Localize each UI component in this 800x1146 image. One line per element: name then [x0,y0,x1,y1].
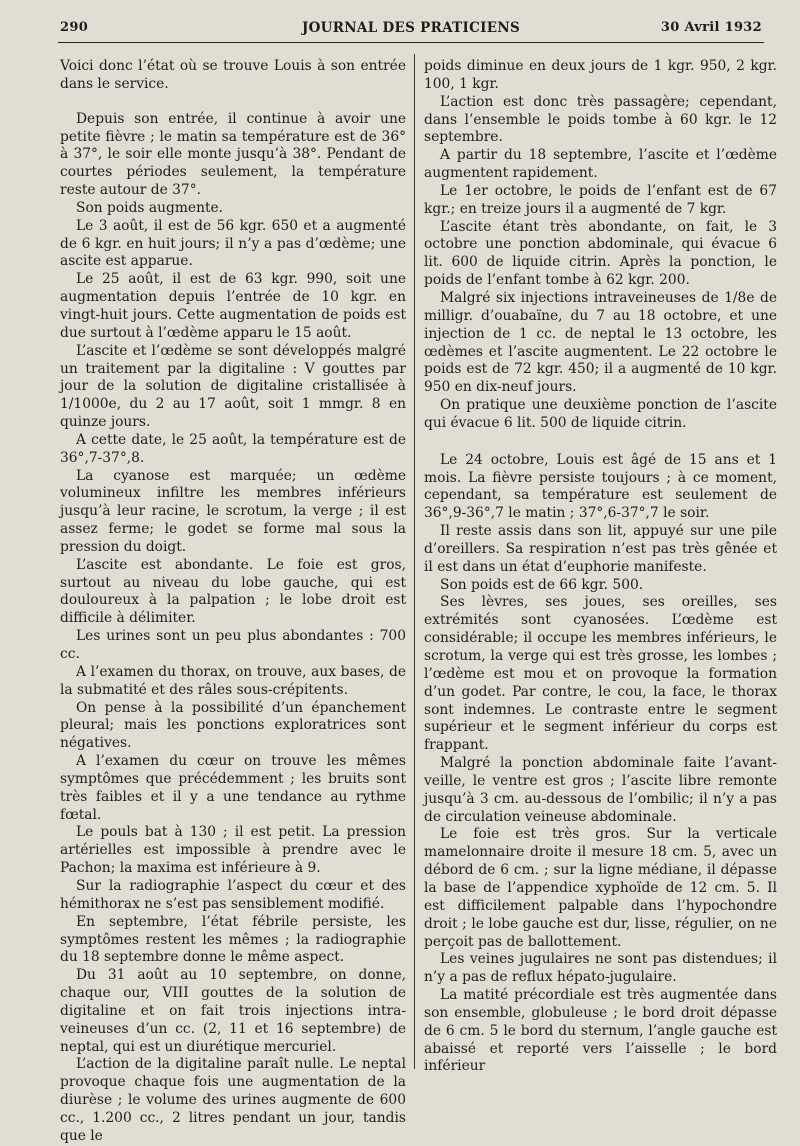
issue-date: 30 Avril 1932 [660,20,762,35]
column-divider [414,54,415,1069]
paragraph: Le 24 octobre, Louis est âgé de 15 ans et 1 mois. La fièvre persiste toujours ; à ce moment, cependant, sa température est seulement de 36°,9-36°,7 le matin ; 37°,6-37°,7 le soir. [424,451,777,522]
header-rule [58,42,764,43]
paragraph: A l’examen du cœur on trouve les mêmes symptômes que précédemment ; les bruits sont très faibles et il y a une tendance au rythme fœtal. [60,753,406,823]
paragraph: La cyanose est marquée; un œdème volumineux infiltre les membres inférieurs jusqu’à leur racine, le scrotum, la verge ; il est assez ferme; le godet se forme mal sous la pression du doigt. [60,467,406,555]
paragraph: Son poids est de 66 kgr. 500. [440,576,644,593]
paragraph: A cette date, le 25 août, la température est de 36°,7-37°,8. [60,431,406,466]
paragraph: Les veines jugulaires ne sont pas distendues; il n’y a pas de reflux hépato-jugulaire. [424,951,777,986]
paragraph: L’ascite est abondante. Le foie est gros, surtout au niveau du lobe gauche, qui est douloureux à la palpation ; le lobe droit est difficile à délimiter. [60,556,406,627]
paragraph: La matité précordiale est très augmentée dans son ensemble, globuleuse ; le bord droit dépasse de 6 cm. 5 le bord du sternum, l’angle gauche est abaissé et reporté vers l’aisselle ; le bord inférieur [424,987,777,1075]
paragraph: Le 25 août, il est de 63 kgr. 990, soit une augmentation depuis l’entrée de 10 kgr. en vingt-huit jours. Cette augmentation de poids est due surtout à l’œdème apparu le 15 août. [60,271,406,341]
paragraph: Les urines sont un peu plus abondantes : 700 cc. [60,628,406,662]
paragraph: Le 3 août, il est de 56 kgr. 650 et a augmenté de 6 kgr. en huit jours; il n’y a pas d’œdème; une ascite est apparue. [60,217,406,270]
journal-title: JOURNAL DES PRATICIENS [301,20,521,36]
paragraph: Son poids augmente. [76,199,224,216]
paragraph: Le pouls bat à 130 ; il est petit. La pression artérielles est impossible à prendre avec le Pachon; la maxima est inférieure à 9. [60,824,406,877]
paragraph: En septembre, l’état fébrile persiste, les symptômes restent les mêmes ; la radiographie du 18 septembre donne le même aspect. [60,913,406,966]
paragraph: L’ascite et l’œdème se sont développés malgré un traitement par la digitaline : V gouttes par jour de la solution de digitaline cristallisée à 1/1000e, du 2 au 17 août, soit 1 mmgr. 8 en quinze jours. [60,342,406,431]
paragraph: On pense à la possibilité d’un épanchement pleural; mais les ponctions exploratrices sont négatives. [60,699,406,752]
paragraph: Malgré la ponction abdominale faite l’avant-veille, le ventre est gros ; l’ascite libre remonte jusqu’à 3 cm. au-dessous de l’ombilic; il n’y a pas de circulation veineuse abdominale. [424,755,777,825]
paragraph: On pratique une deuxième ponction de l’ascite qui évacue 6 lit. 500 de liquide citrin. [424,397,777,431]
paragraph: Il reste assis dans son lit, appuyé sur une pile d’oreillers. Sa respiration n’est pas très gênée et il est dans un état d’euphorie manifeste. [424,523,777,575]
running-header [60,20,762,40]
paragraph: Du 31 août au 10 septembre, on donne, chaque our, VIII gouttes de la solution de digitaline et on fait trois injections intra-veineuses d’un cc. (2, 11 et 16 septembre) de neptal, qui est un diurétique mercuriel. [60,967,406,1055]
page-number: 290 [60,20,89,35]
paragraph: Le foie est très gros. Sur la verticale mamelonnaire droite il mesure 18 cm. 5, avec un débord de 6 cm. ; sur la ligne médiane, il dépasse la base de l’appendice xyphoïde de 12 cm. 5. Il est difficilement palpable dans l’hypochondre droit ; le lobe gauche est dur, lisse, régulier, on ne perçoit pas de ballottement. [424,826,777,950]
paragraph: A partir du 18 septembre, l’ascite et l’œdème augmentent rapidement. [424,147,777,182]
paragraph: A l’examen du thorax, on trouve, aux bases, de la submatité et des râles sous-crépitents. [60,663,406,698]
paragraph: Ses lèvres, ses joues, ses oreilles, ses extrémités sont cyanosées. L’œdème est considérable; il occupe les membres inférieurs, le scrotum, la verge qui est très grosse, les lombes ; l’œdème est mou et on provoque la formation d’un godet. Par contre, le cou, la face, le thorax sont indemnes. Le contraste entre le segment supérieur et le segment inférieur du corps est frappant. [424,594,777,754]
paragraph: L’ascite étant très abondante, on fait, le 3 octobre une ponction abdominale, qui évacue 6 lit. 600 de liquide citrin. Après la ponction, le poids de l’enfant tombe à 62 kgr. 200. [424,218,777,289]
right-column [424,58,777,1076]
left-column [60,58,406,1146]
paragraph: poids diminue en deux jours de 1 kgr. 950, 2 kgr. 100, 1 kgr. [424,58,777,92]
paragraph: Voici donc l’état où se trouve Louis à son entrée dans le service. [60,58,406,92]
paragraph: Malgré six injections intraveineuses de 1/8e de milligr. d’ouabaïne, du 7 au 18 octobre, et une injection de 1 cc. de neptal le 13 octobre, les œdèmes et l’ascite augmentent. Le 22 octobre le poids est de 72 kgr. 450; il a augmenté de 10 kgr. 950 en dix-neuf jours. [424,289,777,396]
paragraph: Le 1er octobre, le poids de l’enfant est de 67 kgr.; en treize jours il a augmenté de 7 kgr. [424,182,777,217]
paragraph: Depuis son entrée, il continue à avoir une petite fièvre ; le matin sa température est de 36° à 37°, le soir elle monte jusqu’à 38°. Pendant de courtes périodes seulement, la température reste autour de 37°. [60,110,406,199]
paragraph: L’action est donc très passagère; cependant, dans l’ensemble le poids tombe à 60 kgr. le 12 septembre. [424,93,777,146]
paragraph: L’action de la digitaline paraît nulle. Le neptal provoque chaque fois une augmentation de la diurèse ; le volume des urines augmente de 600 cc., 1.200 cc., 2 litres pendant un jour, tandis que le [60,1056,406,1144]
paragraph: Sur la radiographie l’aspect du cœur et des hémithorax ne s’est pas sensiblement modifié. [60,877,406,912]
